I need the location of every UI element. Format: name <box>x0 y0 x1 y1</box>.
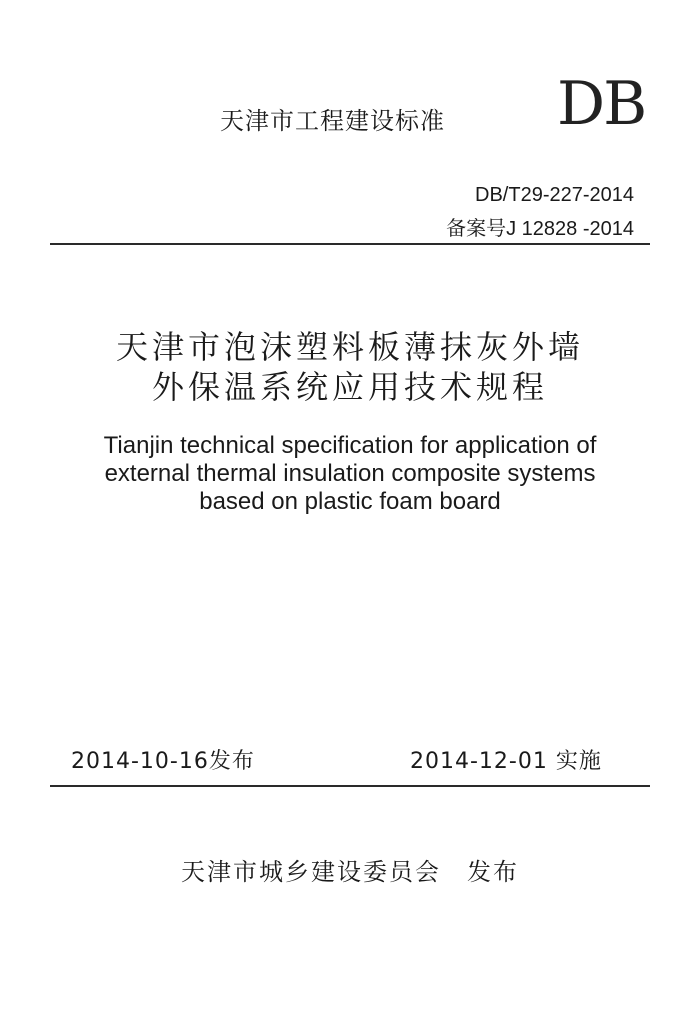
title-cn-line-2: 外保温系统应用技术规程 <box>151 368 548 406</box>
standard-number: DB/T29-227-2014 <box>475 184 634 206</box>
title-en-line-1: Tianjin technical specification for application of <box>103 432 597 459</box>
db-mark: DB <box>557 69 646 139</box>
top-divider <box>50 243 650 245</box>
title-en-line-3: based on plastic foam board <box>199 488 501 515</box>
title-cn-line-1: 天津市泡沫塑料板薄抹灰外墙 <box>115 328 584 366</box>
standard-series-label: 天津市工程建设标准 <box>220 107 445 135</box>
bottom-divider <box>50 785 650 787</box>
record-number: 备案号J 12828 -2014 <box>446 218 634 240</box>
issue-date: 2014-10-16发布 <box>71 749 255 774</box>
title-en-line-2: external thermal insulation composite systems <box>104 460 596 487</box>
publisher: 天津市城乡建设委员会 发布 <box>181 858 519 886</box>
implement-date: 2014-12-01 实施 <box>410 749 602 774</box>
